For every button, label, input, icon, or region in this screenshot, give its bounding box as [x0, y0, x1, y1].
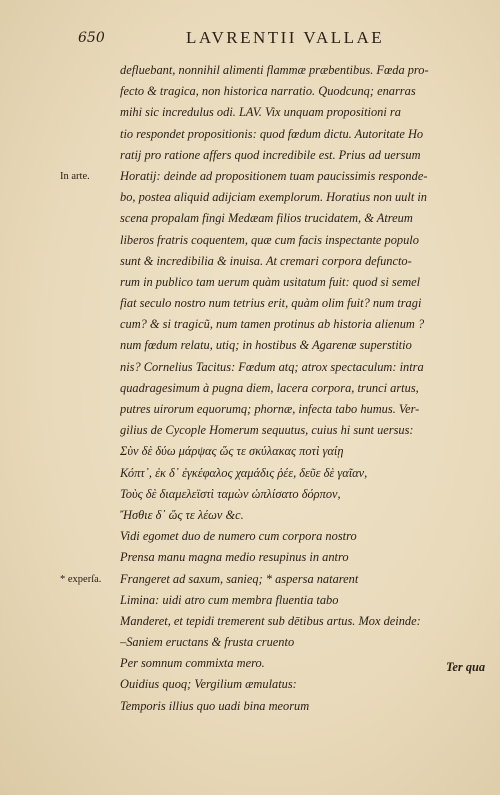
line-text: ratij pro ratione affers quod incredibile est. Prius ad uersum: [120, 147, 421, 162]
line-text: sunt & incredibilia & inuisa. At cremari corpora defuncto-: [120, 253, 412, 268]
line-text: –Saniem eructans & frusta cruento: [120, 635, 295, 650]
line-text: tio respondet propositionis: quod fœdum dictu. Autoritate Ho: [120, 126, 424, 141]
line-text: putres uirorum equorumq; phornæ, infecta tabo humus. Ver-: [120, 402, 420, 416]
text-line: [0, 484, 500, 505]
line-text: Vidi egomet duo de numero cum corpora nostro: [120, 529, 357, 544]
line-text: defluebant, nonnihil alimenti flammæ præbentibus. Fœda pro-: [120, 63, 429, 77]
marginal-note: In arte.: [60, 170, 90, 182]
text-line: [0, 81, 500, 102]
line-text: fecto & tragica, non historica narratio. Quodcunq; enarras: [120, 84, 416, 99]
text-line: [0, 526, 500, 547]
body-text: [0, 60, 500, 717]
line-text: bo, postea aliquid adijciam exemplorum. Horatius non uult in: [120, 190, 427, 205]
text-line: [0, 230, 500, 251]
line-text: Manderet, et tepidi tremerent sub dētibus artus. Mox deinde:: [120, 613, 421, 628]
text-line: [0, 505, 500, 526]
text-line: [0, 335, 500, 356]
text-line: [0, 124, 500, 145]
greek-verse-line: Τοὺς δὲ διαμελεϊστὶ ταμὼν ὡπλίσατο δόρπον,: [120, 486, 341, 501]
line-text: quadragesimum à pugna diem, lacera corpora, trunci artus,: [120, 380, 419, 395]
text-line: [0, 251, 500, 272]
line-text: fiat seculo nostro num tetrius erit, quàm olim fuit? num tragi: [120, 296, 422, 311]
line-text: liberos fratris coquentem, quæ cum facis inspectante populo: [120, 232, 419, 247]
line-text: Prensa manu magna medio resupinus in antro: [120, 550, 349, 565]
text-line: [0, 314, 500, 335]
text-line: [0, 420, 500, 441]
line-text: Per somnum commixta mero.: [120, 656, 265, 671]
text-line: [0, 378, 500, 399]
line-text: Ouidius quoq; Vergilium æmulatus:: [120, 677, 297, 692]
catchword: Ter qua: [446, 660, 486, 674]
line-text: mihi sic incredulus odi. LAV. Vix unquam propositioni ra: [120, 105, 401, 120]
text-line: [0, 547, 500, 568]
line-text: Temporis illius quo uadi bina meorum: [120, 698, 310, 713]
running-title: LAVRENTII VALLAE: [186, 28, 385, 47]
text-line: [0, 293, 500, 314]
line-text: rum in publico tam uerum quàm usitatum fuit: quod si semel: [120, 274, 421, 289]
text-line: [0, 632, 500, 653]
text-line: [0, 60, 500, 81]
text-line: [0, 463, 500, 484]
text-line: [0, 102, 500, 123]
text-line: [0, 272, 500, 293]
page-number: 650: [78, 30, 105, 46]
text-line: [0, 611, 500, 632]
text-line: [0, 441, 500, 462]
line-text: nis? Cornelius Tacitus: Fœdum atq; atrox spectaculum: intra: [120, 359, 424, 374]
text-line: [0, 674, 500, 695]
text-line: [0, 145, 500, 166]
text-line: [0, 696, 500, 717]
marginal-note: * experſa.: [60, 573, 102, 585]
text-line: [0, 357, 500, 378]
text-line: [0, 166, 500, 187]
text-line: [0, 569, 500, 590]
page-header: [0, 28, 500, 52]
line-text: scena propalam fingi Medæam filios trucidatem, & Atreum: [120, 211, 413, 226]
text-line: [0, 187, 500, 208]
text-line: [0, 653, 500, 674]
text-line: [0, 590, 500, 611]
line-text: Frangeret ad saxum, sanieq; * aspersa natarent: [120, 571, 359, 586]
text-line: [0, 399, 500, 420]
text-line: [0, 208, 500, 229]
line-text: num fœdum relatu, utiq; in hostibus & Agarenæ superstitio: [120, 338, 412, 353]
line-text: cum? & si tragicũ, num tamen protinus ab historia alienum ?: [120, 317, 425, 332]
greek-verse-line: Κόπτ᾽, ἐκ δ᾽ ἐγκέφαλος χαμάδις ῥέε, δεῦε δὲ γαῖαν,: [120, 465, 368, 480]
greek-verse-line: Ἤσθιε δ᾽ ὥς τε λέων &c.: [120, 507, 244, 522]
line-text: Limina: uidi atro cum membra fluentia tabo: [120, 592, 339, 607]
line-text: Horatij: deinde ad propositionem tuam paucissimis responde-: [120, 168, 428, 183]
greek-verse-line: Σὺν δὲ δύω μάρψας ὥς τε σκύλακας ποτὶ γαίῃ: [120, 444, 344, 459]
line-text: gilius de Cycople Homerum sequutus, cuius hi sunt uersus:: [120, 423, 414, 438]
